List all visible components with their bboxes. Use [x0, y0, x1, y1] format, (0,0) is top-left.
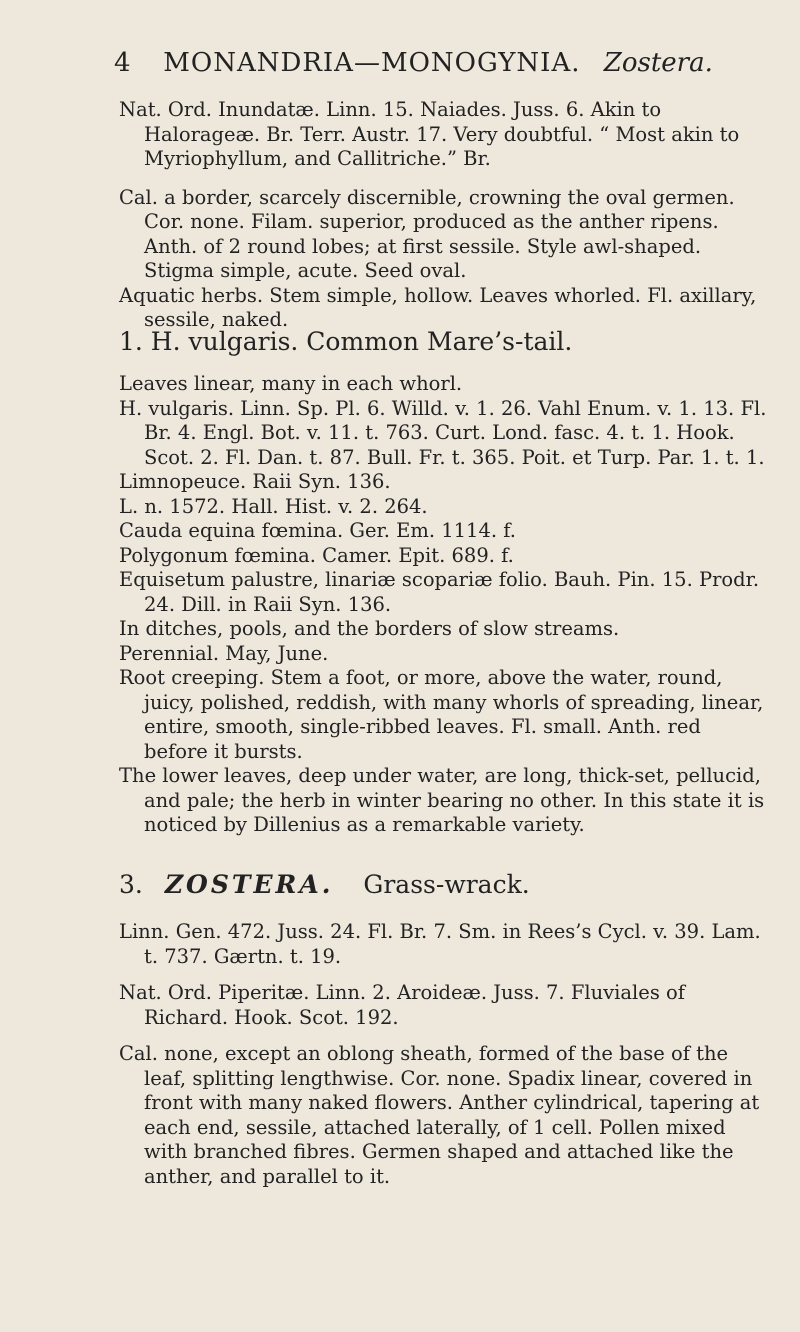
running-header [114, 48, 713, 78]
description-paragraph: Root creeping. Stem a foot, or more, above the water, round, juicy, polished, reddish, with many whorls of spreading, linear, entire, smooth, single-ribbed leaves. Fl. small. Anth. red before it bursts. [119, 666, 764, 763]
note-paragraph: The lower leaves, deep under water, are long, thick-set, pellucid, and pale; the herb in winter bearing no other. In this state it is noticed by Dillenius as a remarkable variety. [119, 764, 765, 836]
synonymy-line: Polygonum fœmina. Camer. Epit. 689. f. [119, 543, 514, 567]
running-title: MONANDRIA—MONOGYNIA. [163, 48, 581, 78]
synonymy-line: Limnopeuce. Raii Syn. 136. [119, 470, 391, 493]
species-heading: 1. H. vulgaris. Common Mare’s-tail. [119, 327, 573, 356]
page-number: 4 [114, 48, 132, 78]
genus-heading [119, 870, 530, 899]
natural-order-paragraph: Nat. Ord. Inundatæ. Linn. 15. Naiades. Juss. 6. Akin to Halorageæ. Br. Terr. Austr. 17. Very doubtful. “ Most akin to Myriophyllum, and Callitriche.” Br. [119, 98, 740, 170]
specific-character: Leaves linear, many in each whorl. [119, 372, 463, 395]
characters-paragraph: Cal. a border, scarcely discernible, crowning the oval germen. Cor. none. Filam. superior, produced as the anther ripens. Anth. of 2 round lobes; at first sessile. Style awl-shaped. Stigma simple, acute. Seed oval. [119, 185, 735, 282]
synonymy-line: L. n. 1572. Hall. Hist. v. 2. 264. [119, 494, 428, 518]
synonymy-line: H. vulgaris. Linn. Sp. Pl. 6. Willd. v. 1. 26. Vahl Enum. v. 1. 13. Fl. Br. 4. Engl. Bot. v. 11. t. 763. Curt. Lond. fasc. 4. t. 1. Hook. Scot. 2. Fl. Dan. t. 87. Bull. Fr. t. 365. Poit. et Turp. Par. 1. t. 1. [119, 396, 767, 469]
habit-paragraph: Aquatic herbs. Stem simple, hollow. Leaves whorled. Fl. axillary, sessile, naked. [119, 283, 757, 331]
zostera-description [119, 920, 769, 1189]
genus-name: ZOSTERA. [164, 870, 334, 899]
duration-line: Perennial. May, June. [119, 641, 329, 665]
references-paragraph: Linn. Gen. 472. Juss. 24. Fl. Br. 7. Sm. in Rees’s Cycl. v. 39. Lam. t. 737. Gærtn. t. 19. [119, 920, 761, 968]
genus-number: 3. [119, 870, 143, 899]
genus-common-name: Grass-wrack. [363, 870, 530, 899]
genus-description [119, 98, 769, 333]
synonymy-line: Equisetum palustre, linariæ scopariæ folio. Bauh. Pin. 15. Prodr. 24. Dill. in Raii Syn. 136. [119, 568, 760, 616]
species-description [119, 372, 769, 838]
characters-paragraph: Cal. none, except an oblong sheath, formed of the base of the leaf, splitting lengthwise. Cor. none. Spadix linear, covered in front with many naked flowers. Anther cylindrical, tapering at each end, sessile, attached laterally, of 1 cell. Pollen mixed with branched fibres. Germen shaped and attached like the anther, and parallel to it. [119, 1042, 760, 1188]
synonymy-line: Cauda equina fœmina. Ger. Em. 1114. f. [119, 519, 516, 542]
habitat-line: In ditches, pools, and the borders of slow streams. [119, 617, 620, 640]
running-genus: Zostera. [603, 48, 713, 78]
natural-order-paragraph: Nat. Ord. Piperitæ. Linn. 2. Aroideæ. Juss. 7. Fluviales of Richard. Hook. Scot. 192. [119, 981, 685, 1029]
